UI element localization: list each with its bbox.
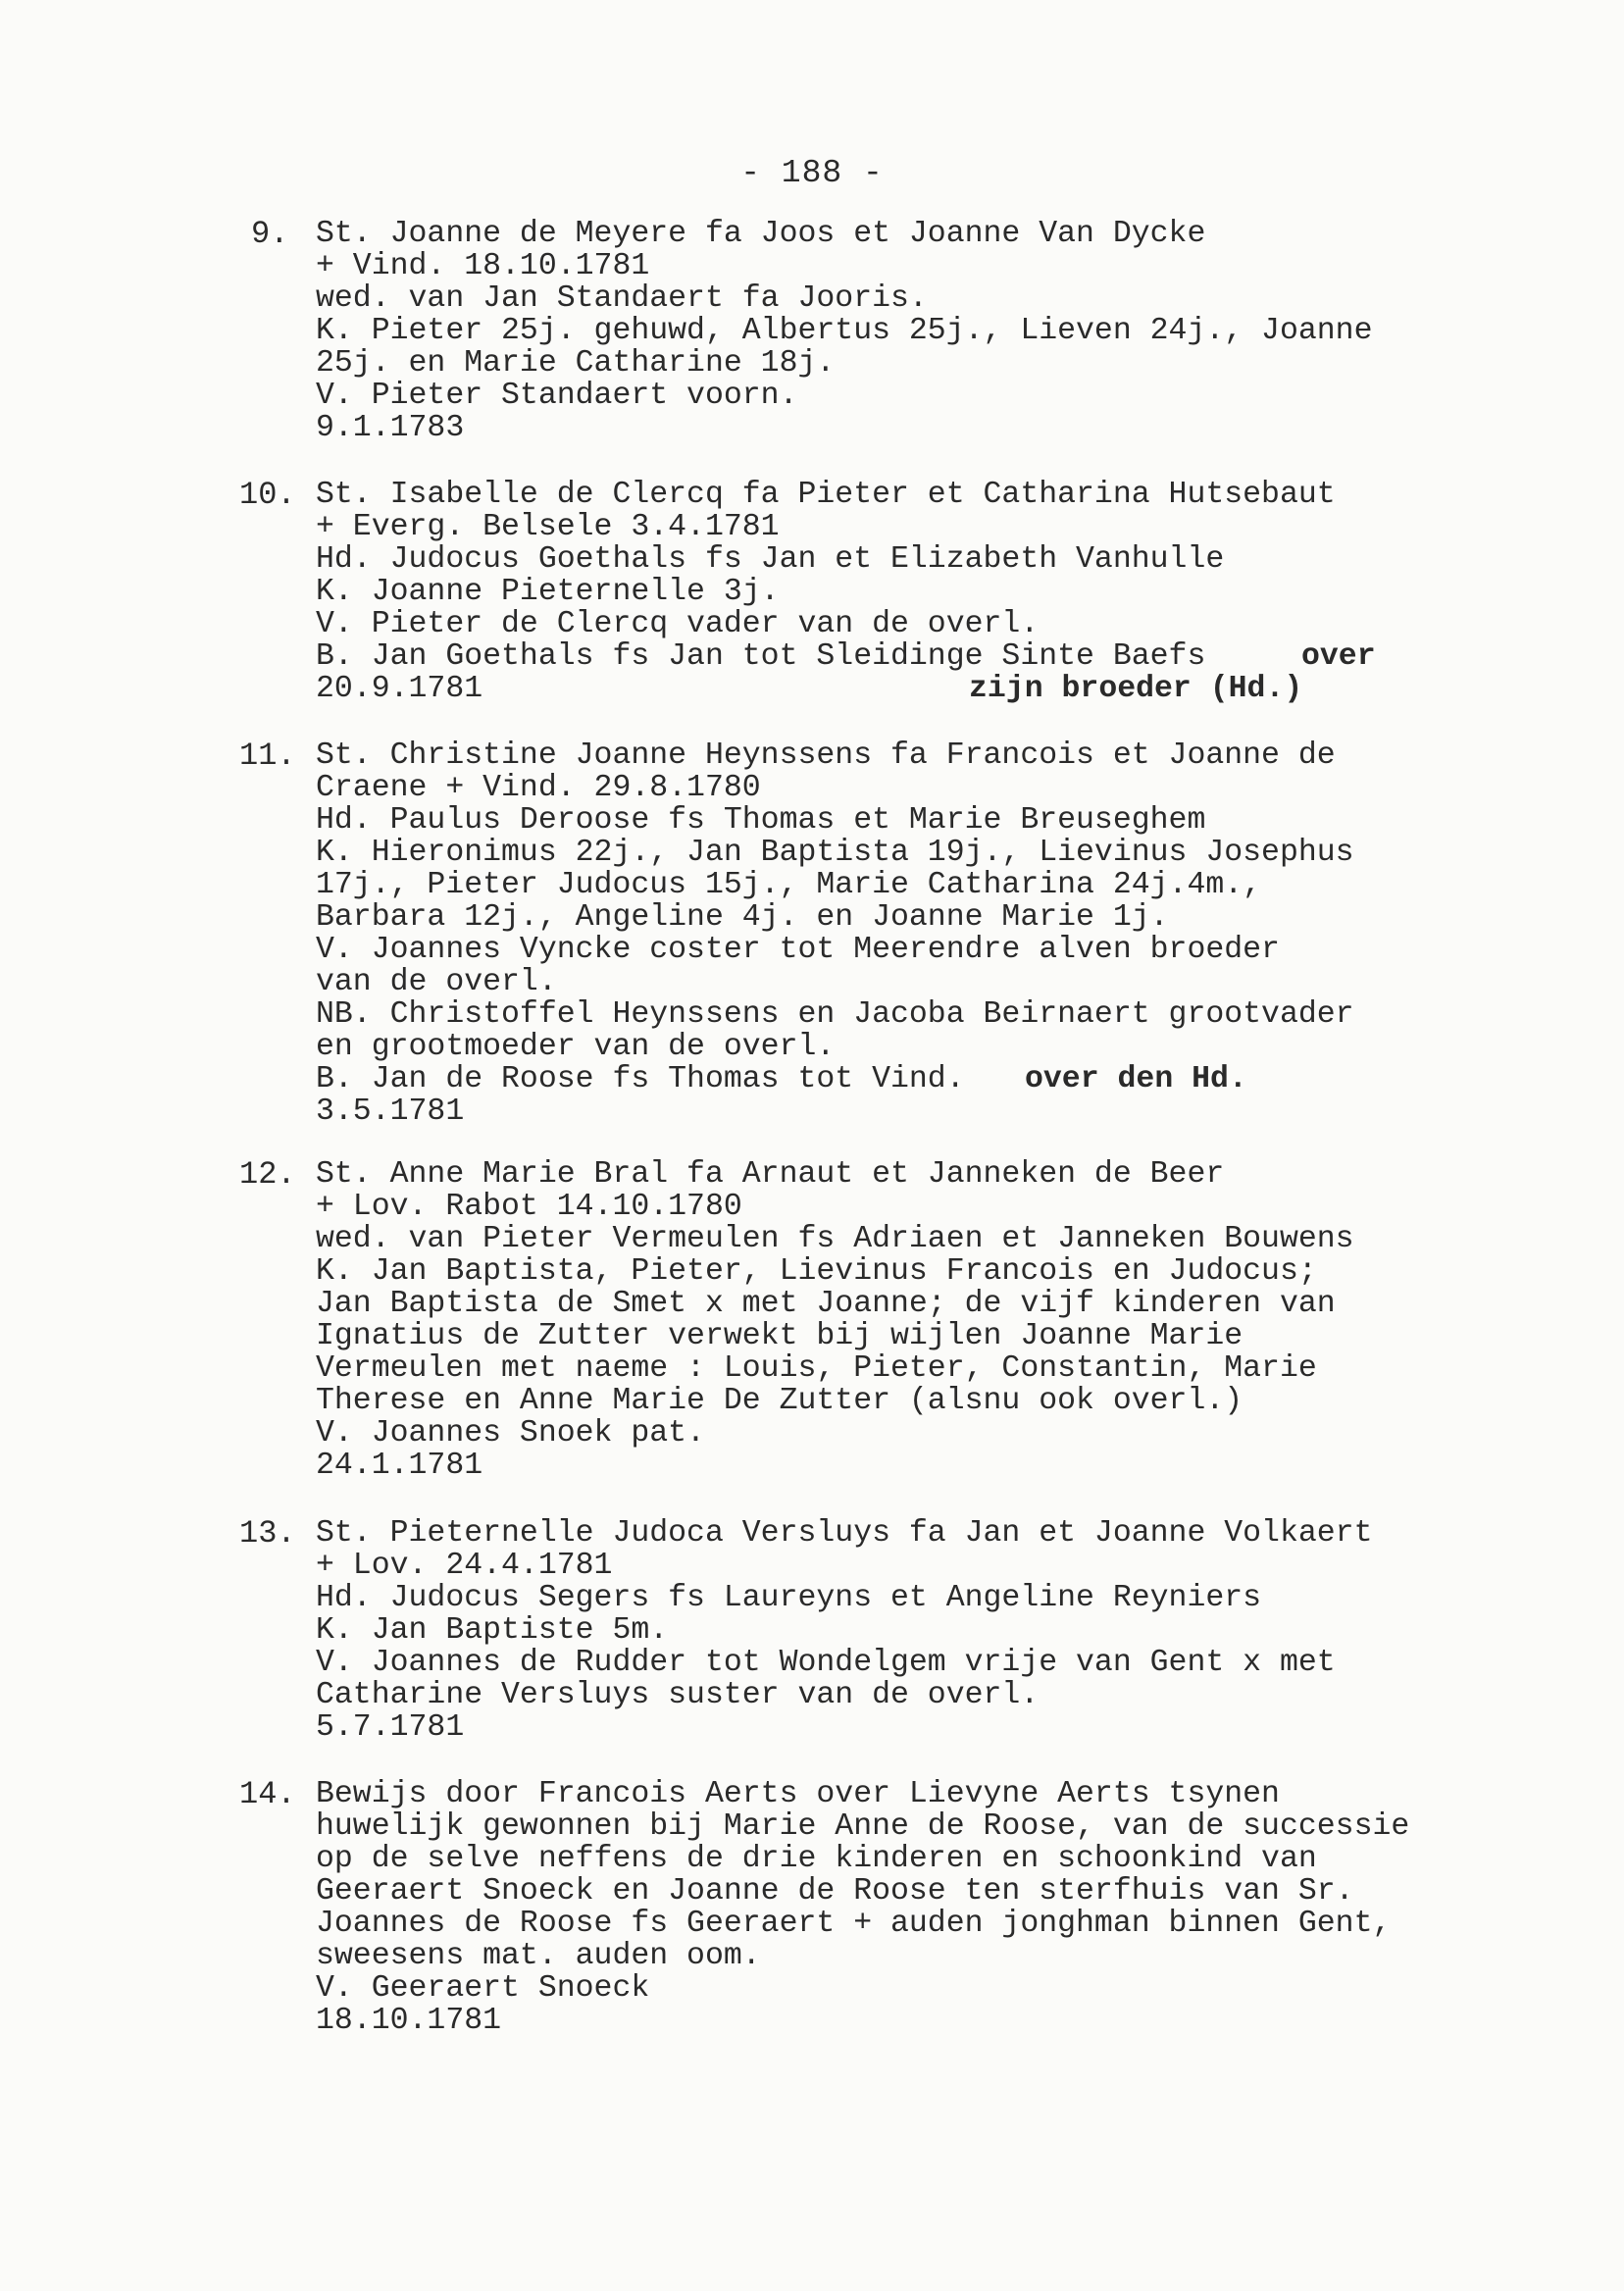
entry-line: Joannes de Roose fs Geeraert + auden jonghman binnen Gent, xyxy=(316,1907,1392,1941)
entry-line: V. Joannes Vyncke coster tot Meerendre alven broeder xyxy=(316,933,1280,967)
entry-line: huwelijk gewonnen bij Marie Anne de Roose, van de successie xyxy=(316,1809,1410,1844)
entry-number: 10. xyxy=(239,477,296,513)
entry-line: van de overl. xyxy=(316,965,557,999)
entry-number: 12. xyxy=(239,1156,296,1193)
entry-line: Therese en Anne Marie De Zutter (alsnu ook overl.) xyxy=(316,1384,1243,1418)
entry-body xyxy=(316,739,1551,1128)
entry-line: + Everg. Belsele 3.4.1781 xyxy=(316,510,780,544)
entry-line: V. Pieter Standaert voorn. xyxy=(316,379,798,413)
entry-date: 9.1.1783 xyxy=(316,411,465,445)
entry-line: K. Jan Baptista, Pieter, Lievinus Francois en Judocus; xyxy=(316,1254,1317,1289)
page-number: - 188 - xyxy=(740,155,884,191)
entry-line: en grootmoeder van de overl. xyxy=(316,1030,836,1064)
entry-line: Catharine Versluys suster van de overl. xyxy=(316,1678,1040,1712)
date-row xyxy=(316,673,1551,705)
entry-line: + Vind. 18.10.1781 xyxy=(316,249,650,283)
entry-line: Geeraert Snoeck en Joanne de Roose ten sterfhuis van Sr. xyxy=(316,1874,1354,1909)
entry-number: 11. xyxy=(239,738,296,774)
entry-line: V. Geeraert Snoeck xyxy=(316,1971,650,2006)
entry-line: Barbara 12j., Angeline 4j. en Joanne Marie 1j. xyxy=(316,900,1169,935)
bewijs-suffix: over xyxy=(1301,639,1376,674)
entry-date: 3.5.1781 xyxy=(316,1095,465,1129)
entry-body xyxy=(316,479,1551,705)
bewijs-row xyxy=(316,1063,1551,1095)
entry-body xyxy=(316,218,1551,444)
entry-line: B. Jan de Roose fs Thomas tot Vind. xyxy=(316,1062,965,1096)
entry-line: B. Jan Goethals fs Jan tot Sleidinge Sinte Baefs xyxy=(316,639,1206,674)
entry-line: + Lov. 24.4.1781 xyxy=(316,1549,613,1583)
entry-line: 25j. en Marie Catharine 18j. xyxy=(316,346,836,381)
entry-line: NB. Christoffel Heynssens en Jacoba Beirnaert grootvader xyxy=(316,997,1354,1032)
entry-line: Bewijs door Francois Aerts over Lievyne Aerts tsynen xyxy=(316,1777,1280,1811)
entry-line: St. Christine Joanne Heynssens fa Francois et Joanne de xyxy=(316,738,1336,773)
entry-line: wed. van Jan Standaert fa Jooris. xyxy=(316,281,928,316)
entry-body xyxy=(316,1158,1551,1482)
entry-line: St. Isabelle de Clercq fa Pieter et Catharina Hutsebaut xyxy=(316,478,1336,512)
entry-line: K. Pieter 25j. gehuwd, Albertus 25j., Lieven 24j., Joanne xyxy=(316,314,1373,348)
bewijs-note: over den Hd. xyxy=(1025,1062,1247,1096)
entry-line: K. Jan Baptiste 5m. xyxy=(316,1613,669,1648)
entry-line: St. Joanne de Meyere fa Joos et Joanne Van Dycke xyxy=(316,217,1206,251)
entry-number: 13. xyxy=(239,1515,296,1552)
entry-line: Ignatius de Zutter verwekt bij wijlen Joanne Marie xyxy=(316,1319,1243,1353)
entry-line: St. Pieternelle Judoca Versluys fa Jan et Joanne Volkaert xyxy=(316,1516,1373,1551)
entry-date: 5.7.1781 xyxy=(316,1710,465,1745)
bewijs-row xyxy=(316,640,1551,673)
entry-line: sweesens mat. auden oom. xyxy=(316,1939,761,1973)
entry-line: Jan Baptista de Smet x met Joanne; de vijf kinderen van xyxy=(316,1287,1336,1321)
entry-line: Hd. Judocus Goethals fs Jan et Elizabeth Vanhulle xyxy=(316,542,1225,577)
entry-line: V. Pieter de Clercq vader van de overl. xyxy=(316,607,1040,641)
entry-line: V. Joannes Snoek pat. xyxy=(316,1416,705,1451)
entry-line: St. Anne Marie Bral fa Arnaut et Janneken de Beer xyxy=(316,1157,1225,1192)
entry-date: 18.10.1781 xyxy=(316,2004,502,2038)
entry-line: Hd. Paulus Deroose fs Thomas et Marie Breuseghem xyxy=(316,803,1206,838)
entry-line: K. Hieronimus 22j., Jan Baptista 19j., Lievinus Josephus xyxy=(316,836,1354,870)
entry-date: 20.9.1781 xyxy=(316,672,483,706)
entry-line: Craene + Vind. 29.8.1780 xyxy=(316,771,761,805)
entry-line: wed. van Pieter Vermeulen fs Adriaen et Janneken Bouwens xyxy=(316,1222,1354,1256)
entry-body xyxy=(316,1778,1551,2037)
entry-line: Hd. Judocus Segers fs Laureyns et Angeline Reyniers xyxy=(316,1581,1262,1615)
entry-body xyxy=(316,1517,1551,1744)
entry-number: 9. xyxy=(251,216,289,252)
entry-date: 24.1.1781 xyxy=(316,1449,483,1483)
entry-line: V. Joannes de Rudder tot Wondelgem vrije van Gent x met xyxy=(316,1646,1336,1680)
entry-line: + Lov. Rabot 14.10.1780 xyxy=(316,1190,742,1224)
entry-line: 17j., Pieter Judocus 15j., Marie Catharina 24j.4m., xyxy=(316,868,1262,902)
entry-line: K. Joanne Pieternelle 3j. xyxy=(316,575,780,609)
date-note: zijn broeder (Hd.) xyxy=(969,672,1303,706)
entry-line: Vermeulen met naeme : Louis, Pieter, Constantin, Marie xyxy=(316,1351,1317,1386)
entry-number: 14. xyxy=(239,1776,296,1812)
entry-line: op de selve neffens de drie kinderen en schoonkind van xyxy=(316,1842,1317,1876)
